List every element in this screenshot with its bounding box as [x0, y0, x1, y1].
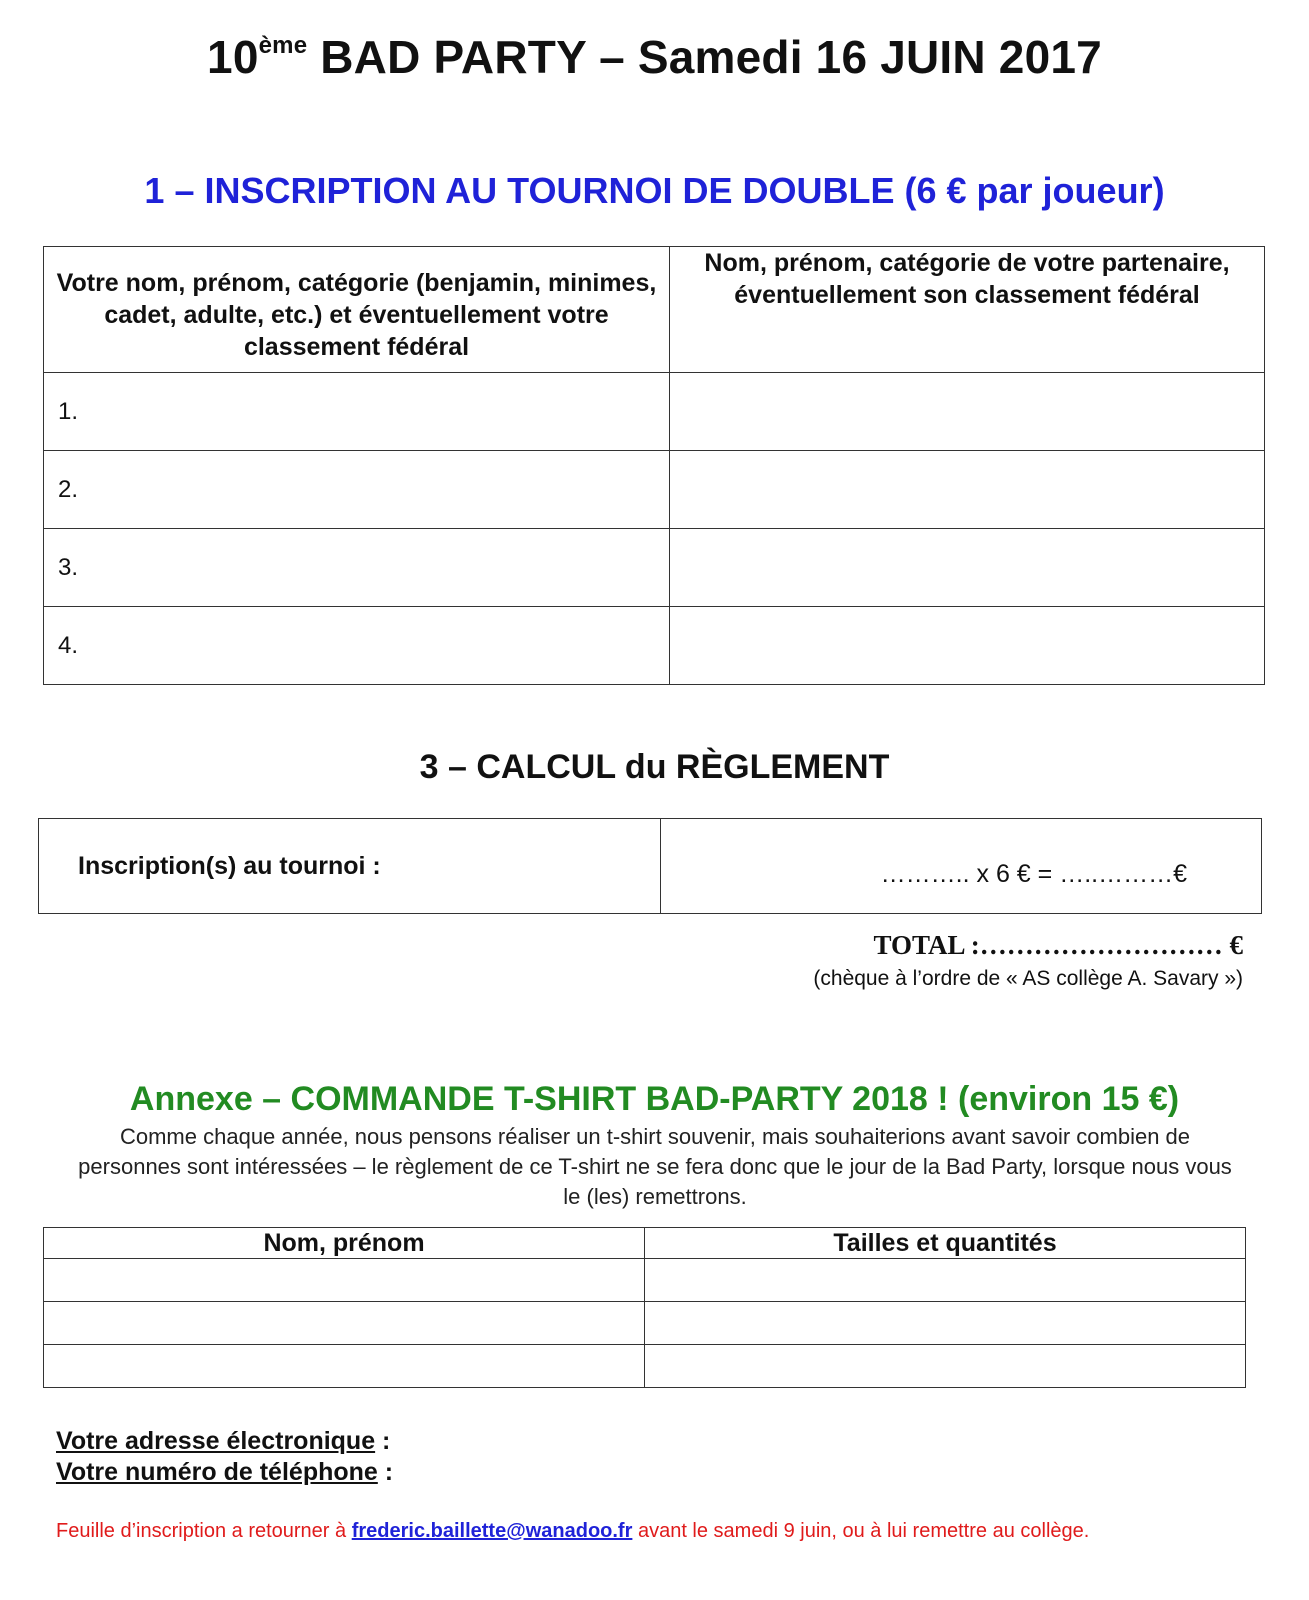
tshirt-header-sizes: Tailles et quantités	[645, 1228, 1246, 1259]
section1-heading: 1 – INSCRIPTION AU TOURNOI DE DOUBLE (6 € par joueur)	[144, 170, 1165, 211]
registration-row	[44, 529, 1265, 607]
payment-calc-table	[38, 818, 1262, 914]
footer-email-link[interactable]: frederic.baillette@wanadoo.fr	[351, 1520, 633, 1542]
title-rest: BAD PARTY – Samedi 16 JUIN 2017	[307, 31, 1102, 83]
registration-header-partner: Nom, prénom, catégorie de votre partenaire, éventuellement son classement fédéral	[670, 247, 1265, 373]
section3-heading: 3 – CALCUL du RÈGLEMENT	[419, 748, 890, 786]
tshirt-sizes-cell-1[interactable]	[645, 1259, 1246, 1302]
registration-player-cell-2[interactable]: 2.	[44, 451, 670, 529]
tshirt-name-cell-3[interactable]	[44, 1345, 645, 1388]
registration-row	[44, 373, 1265, 451]
registration-player-cell-1[interactable]: 1.	[44, 373, 670, 451]
phone-label-colon: :	[377, 1458, 394, 1486]
annexe-heading: Annexe – COMMANDE T-SHIRT BAD-PARTY 2018 ! (environ 15 €)	[129, 1080, 1180, 1118]
tshirt-order-table	[43, 1227, 1246, 1388]
registration-partner-cell-3[interactable]	[670, 529, 1265, 607]
cheque-note: (chèque à l’ordre de « AS collège A. Savary »)	[813, 967, 1243, 990]
registration-row	[44, 451, 1265, 529]
tshirt-sizes-cell-2[interactable]	[645, 1302, 1246, 1345]
tshirt-name-cell-1[interactable]	[44, 1259, 645, 1302]
phone-field-label[interactable]	[56, 1458, 393, 1487]
registration-header-row	[44, 247, 1265, 373]
registration-player-cell-3[interactable]: 3.	[44, 529, 670, 607]
footer-text-before: Feuille d’inscription a retourner à	[56, 1520, 352, 1542]
registration-partner-cell-1[interactable]	[670, 373, 1265, 451]
phone-label-text: Votre numéro de téléphone	[56, 1458, 378, 1486]
registration-header-player: Votre nom, prénom, catégorie (benjamin, minimes, cadet, adulte, etc.) et éventuellement votre classement fédéral	[44, 247, 670, 373]
total-line[interactable]: TOTAL :……………………… €	[873, 930, 1243, 960]
footer-text-after: avant le samedi 9 juin, ou à lui remettre au collège.	[632, 1520, 1090, 1542]
tshirt-sizes-cell-3[interactable]	[645, 1345, 1246, 1388]
annexe-description: Comme chaque année, nous pensons réaliser un t-shirt souvenir, mais souhaiterions avant savoir combien de personnes sont intéressées – le règlement de ce T-shirt ne se fera donc que le jour de la Bad Party, lorsque nous vous le (les) remettrons.	[78, 1124, 1232, 1209]
page-title	[0, 30, 1309, 84]
email-field-label[interactable]	[56, 1427, 390, 1456]
email-label-text: Votre adresse électronique	[56, 1427, 376, 1455]
tshirt-row	[44, 1345, 1246, 1388]
title-superscript: ème	[258, 31, 308, 59]
registration-partner-cell-4[interactable]	[670, 607, 1265, 685]
footer-note	[56, 1517, 1256, 1545]
payment-calc-formula[interactable]: ……….. x 6 € = …..………€	[661, 819, 1262, 914]
payment-calc-label: Inscription(s) au tournoi :	[39, 819, 661, 914]
title-number: 10	[207, 31, 259, 83]
tshirt-name-cell-2[interactable]	[44, 1302, 645, 1345]
registration-row	[44, 607, 1265, 685]
registration-table	[43, 246, 1265, 685]
tshirt-row	[44, 1302, 1246, 1345]
registration-player-cell-4[interactable]: 4.	[44, 607, 670, 685]
email-label-colon: :	[375, 1427, 391, 1455]
tshirt-header-row	[44, 1228, 1246, 1259]
payment-calc-row	[39, 819, 1262, 914]
registration-partner-cell-2[interactable]	[670, 451, 1265, 529]
tshirt-header-name: Nom, prénom	[44, 1228, 645, 1259]
tshirt-row	[44, 1259, 1246, 1302]
